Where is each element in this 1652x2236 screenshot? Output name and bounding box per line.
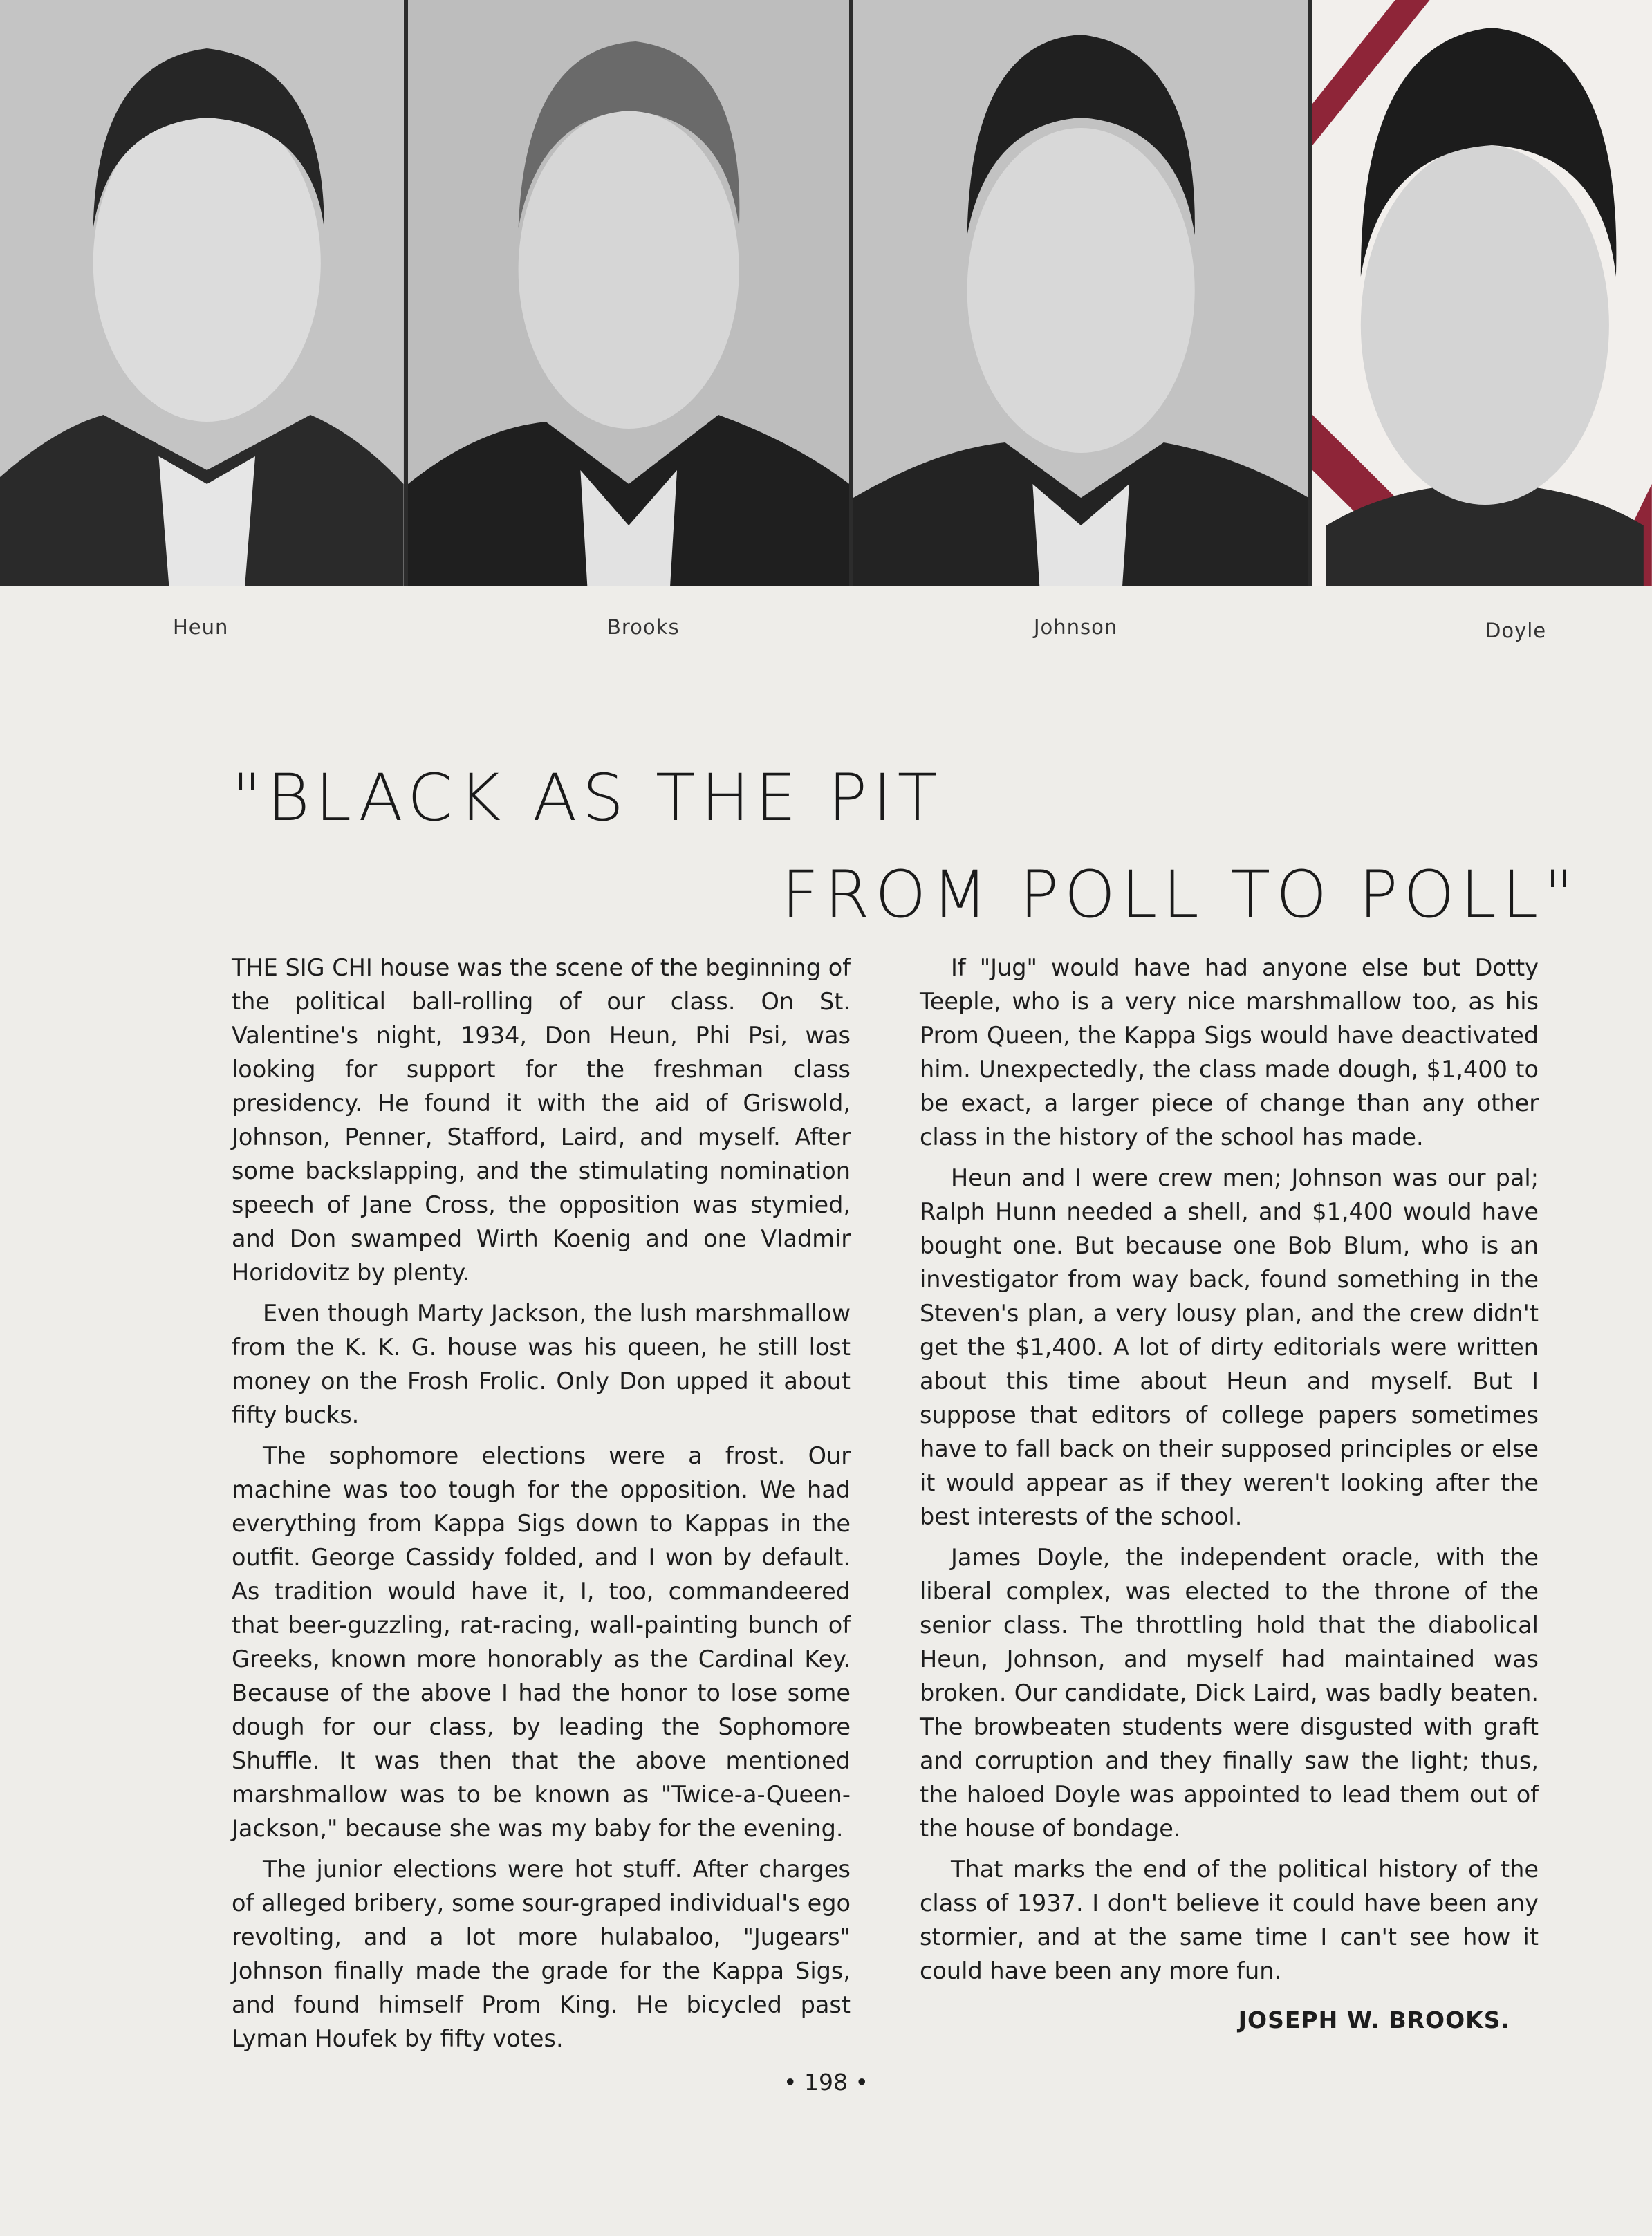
portrait-brooks-image — [408, 0, 849, 586]
article-paragraph: The junior elections were hot stuff. After charges of alleged bribery, some sour-graped individual's ego revolting, and a lot more hulabaloo, "Jugears" Johnson finally made the grade for the Kappa Sigs, and found himself Prom King. He bicycled past Lyman Houfek by fifty votes. — [232, 1856, 851, 2052]
portrait-doyle-image — [1312, 0, 1652, 586]
caption-heun: Heun — [173, 615, 229, 639]
headline-line-2: FROM POLL TO POLL" — [781, 857, 1579, 933]
caption-doyle: Doyle — [1485, 619, 1547, 642]
caption-brooks: Brooks — [607, 615, 680, 639]
article-paragraph: Heun and I were crew men; Johnson was our pal; Ralph Hunn needed a shell, and $1,400 would have bought one. But because one Bob Blum, who is an investigator from way back, found something in the Steven's plan, a very lousy plan, and the crew didn't get the $1,400. A lot of dirty editorials were written about this time about Heun and myself. But I suppose that editors of college papers sometimes have to fall back on their supposed principles or else it would appear as if they weren't looking after the best interests of the school. — [920, 1164, 1539, 1530]
article-left-column — [232, 951, 851, 2062]
article-paragraph: Even though Marty Jackson, the lush marshmallow from the K. K. G. house was his queen, he still lost money on the Frosh Frolic. Only Don upped it about fifty bucks. — [232, 1300, 851, 1428]
portrait-johnson — [849, 0, 1308, 586]
headline-line-1: "BLACK AS THE PIT — [232, 761, 943, 836]
article-paragraph: James Doyle, the independent oracle, with the liberal complex, was elected to the throne of the senior class. The throttling hold that the diabolical Heun, Johnson, and myself had maintained was broken. Our candidate, Dick Laird, was badly beaten. The browbeaten students were disgusted with graft and corruption and they finally saw the light; thus, the haloed Doyle was appointed to lead them out of the house of bondage. — [920, 1544, 1539, 1842]
article-paragraph: If "Jug" would have had anyone else but Dotty Teeple, who is a very nice marshmallow too, as his Prom Queen, the Kappa Sigs would have deactivated him. Unexpectedly, the class made dough, $1,400 to be exact, a larger piece of change than any other class in the history of the school has made. — [920, 954, 1539, 1150]
caption-johnson: Johnson — [1034, 615, 1118, 639]
portrait-heun-image — [0, 0, 404, 586]
portrait-johnson-image — [853, 0, 1308, 586]
author-signature: JOSEPH W. BROOKS. — [1238, 2006, 1510, 2033]
article-paragraph: THE SIG CHI house was the scene of the beginning of the political ball-rolling of our class. On St. Valentine's night, 1934, Don Heun, Phi Psi, was looking for support for the freshman class presidency. He found it with the aid of Griswold, Johnson, Penner, Stafford, Laird, and myself. After some backslapping, and the stimulating nomination speech of Jane Cross, the opposition was stymied, and Don swamped Wirth Koenig and one Vladmir Horidovitz by plenty. — [232, 954, 851, 1286]
portrait-row — [0, 0, 1652, 586]
page-number: • 198 • — [783, 2069, 869, 2096]
article-right-column — [920, 951, 1539, 1995]
article-paragraph: The sophomore elections were a frost. Our machine was too tough for the opposition. We had everything from Kappa Sigs down to Kappas in the outfit. George Cassidy folded, and I won by default. As tradition would have it, I, too, commandeered that beer-guzzling, rat-racing, wall-painting bunch of Greeks, known more honorably as the Cardinal Key. Because of the above I had the honor to lose some dough for our class, by leading the Sophomore Shuffle. It was then that the above mentioned marshmallow was to be known as "Twice-a-Queen-Jackson," because she was my baby for the evening. — [232, 1442, 851, 1842]
portrait-heun — [0, 0, 404, 586]
portrait-brooks — [404, 0, 849, 586]
article-paragraph: That marks the end of the political history of the class of 1937. I don't believe it could have been any stormier, and at the same time I can't see how it could have been any more fun. — [920, 1856, 1539, 1984]
portrait-doyle — [1308, 0, 1652, 586]
